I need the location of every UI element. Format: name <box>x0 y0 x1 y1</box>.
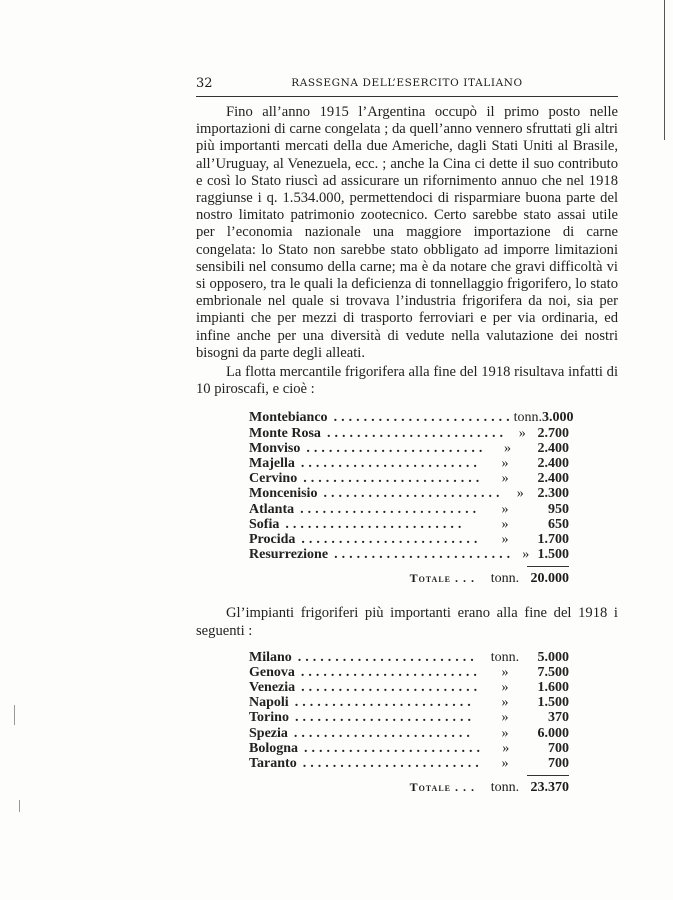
value: 650 <box>548 516 569 532</box>
table-row <box>249 410 574 426</box>
running-title: RASSEGNA DELL’ESERCITO ITALIANO <box>291 77 523 89</box>
ships-table <box>249 410 574 563</box>
table-row <box>249 650 569 665</box>
sum-rule <box>527 566 569 567</box>
value: 3.000 <box>541 410 574 426</box>
table-row <box>249 517 569 532</box>
item-name: Majella <box>249 456 295 472</box>
dot-leader: ........................ <box>334 547 515 563</box>
table-row <box>249 502 569 517</box>
item-name: Monviso <box>249 440 301 456</box>
value: 370 <box>548 710 569 726</box>
plants-table <box>249 650 569 772</box>
dot-leader: ........................ <box>300 501 481 517</box>
page-body <box>196 104 618 796</box>
value: 1.700 <box>537 531 569 547</box>
unit: » <box>501 531 509 547</box>
table-row <box>249 426 569 441</box>
value: 1.600 <box>537 680 569 696</box>
paragraph-text: Fino all’anno 1915 l’Argentina occupò il primo posto nelle importazioni di carne congelata ; da quell’anno vennero sfruttati gli altri più importanti mercati della due Americhe, dagli Stati Uniti al Brasile, all’Uruguay, al Venezuela, ecc. ; anche la Cina ci dette il suo contributo e così lo Stato riuscì ad assicurare un rifornimento annuo che nel 1918 raggiunse i q. 1.534.000, permettendoci di risparmiare buona parte del nostro limitato patrimonio zootecnico. Certo sarebbe stato assai utile per l’economia nazionale una maggiore importazione di carne congelata: lo Stato non sarebbe stato obbligato ad imporre limitazioni sensibili nel consumo della carne; ma è da notare che gravi difficoltà vi si opposero, tra le quali la deficienza di tonnellaggio frigorifero, lo stato embrionale nel quale si trovava l’industria frigorifera da noi, sia per impianti che per mezzi di trasporto ferroviari e per via ordinaria, ed infine anche per una diversità di vedute nella valutazione dei nostri bisogni da parte degli alleati. <box>196 104 618 361</box>
table-row <box>249 710 569 725</box>
total-value: 23.370 <box>530 780 569 796</box>
total-label: Totale . . . <box>409 571 475 586</box>
unit: » <box>501 725 509 741</box>
value: 5.000 <box>537 649 569 665</box>
dot-leader: ........................ <box>301 680 482 696</box>
total-unit: tonn. <box>490 571 520 587</box>
item-name: Sofia <box>249 516 280 532</box>
value: 7.500 <box>537 664 569 680</box>
dot-leader: ........................ <box>306 440 487 456</box>
table-row <box>249 441 569 456</box>
page-number: 32 <box>196 76 213 91</box>
value: 2.300 <box>537 486 569 502</box>
unit: » <box>518 425 526 441</box>
unit: » <box>501 516 509 532</box>
paragraph-text: Gl’impianti frigoriferi più importanti erano alla fine del 1918 i seguenti : <box>196 605 618 639</box>
dot-leader: ........................ <box>333 410 514 426</box>
running-header <box>196 76 618 92</box>
dot-leader: ........................ <box>323 486 504 502</box>
item-name: Spezia <box>249 725 288 741</box>
unit: » <box>501 471 509 487</box>
unit: » <box>501 664 509 680</box>
ships-total-row <box>249 570 569 587</box>
dot-leader: ........................ <box>302 756 483 772</box>
dot-leader: ........................ <box>294 710 475 726</box>
item-name: Resurrezione <box>249 547 329 563</box>
unit: » <box>503 440 511 456</box>
value: 700 <box>548 740 569 756</box>
plants-total-row <box>249 779 569 796</box>
table-row <box>249 756 569 771</box>
dot-leader: ........................ <box>293 725 474 741</box>
dot-leader: ........................ <box>297 649 478 665</box>
unit: tonn. <box>490 649 520 665</box>
unit: » <box>501 695 509 711</box>
table-row <box>249 547 569 562</box>
item-name: Monte Rosa <box>249 425 321 441</box>
unit: » <box>501 501 509 517</box>
unit: » <box>502 740 510 756</box>
dot-leader: ........................ <box>301 531 482 547</box>
paragraph-plants <box>196 605 618 639</box>
dot-leader: ........................ <box>304 740 485 756</box>
table-row <box>249 726 569 741</box>
item-name: Venezia <box>249 680 296 696</box>
item-name: Genova <box>249 664 295 680</box>
item-name: Moncenisio <box>249 486 318 502</box>
value: 6.000 <box>537 725 569 741</box>
header-rule <box>196 96 618 97</box>
item-name: Taranto <box>249 756 297 772</box>
unit: tonn. <box>513 410 542 426</box>
total-value: 20.000 <box>530 571 569 587</box>
scan-edge <box>664 0 665 140</box>
table-row <box>249 471 569 486</box>
table-row <box>249 695 569 710</box>
paragraph-fleet <box>196 364 618 398</box>
sum-rule <box>527 775 569 776</box>
item-name: Napoli <box>249 695 289 711</box>
table-row <box>249 456 569 471</box>
item-name: Atlanta <box>249 501 295 517</box>
dot-leader: ........................ <box>303 471 484 487</box>
paragraph-text: La flotta mercantile frigorifera alla fine del 1918 risultava infatti di 10 piroscafi, e cioè : <box>196 364 618 398</box>
value: 950 <box>548 501 569 517</box>
item-name: Procida <box>249 531 296 547</box>
scan-speck <box>14 705 15 725</box>
unit: » <box>501 456 509 472</box>
value: 1.500 <box>537 695 569 711</box>
dot-leader: ........................ <box>326 425 507 441</box>
value: 1.500 <box>537 547 569 563</box>
item-name: Milano <box>249 649 292 665</box>
table-row <box>249 532 569 547</box>
unit: » <box>522 547 530 563</box>
item-name: Montebianco <box>249 410 328 426</box>
total-label: Totale . . . <box>409 780 475 795</box>
unit: » <box>501 710 509 726</box>
item-name: Cervino <box>249 471 298 487</box>
dot-leader: ........................ <box>285 516 466 532</box>
item-name: Bologna <box>249 740 299 756</box>
total-unit: tonn. <box>490 780 520 796</box>
value: 2.400 <box>537 471 569 487</box>
paragraph-argentina <box>196 104 618 362</box>
dot-leader: ........................ <box>300 456 481 472</box>
value: 2.700 <box>537 425 569 441</box>
value: 2.400 <box>537 440 569 456</box>
unit: » <box>516 486 524 502</box>
unit: » <box>501 680 509 696</box>
table-row <box>249 741 569 756</box>
table-row <box>249 680 569 695</box>
table-row <box>249 486 569 501</box>
value: 700 <box>548 756 569 772</box>
item-name: Torino <box>249 710 289 726</box>
unit: » <box>501 756 509 772</box>
scan-speck <box>19 800 20 812</box>
value: 2.400 <box>537 456 569 472</box>
dot-leader: ........................ <box>300 664 481 680</box>
dot-leader: ........................ <box>294 695 475 711</box>
table-row <box>249 665 569 680</box>
